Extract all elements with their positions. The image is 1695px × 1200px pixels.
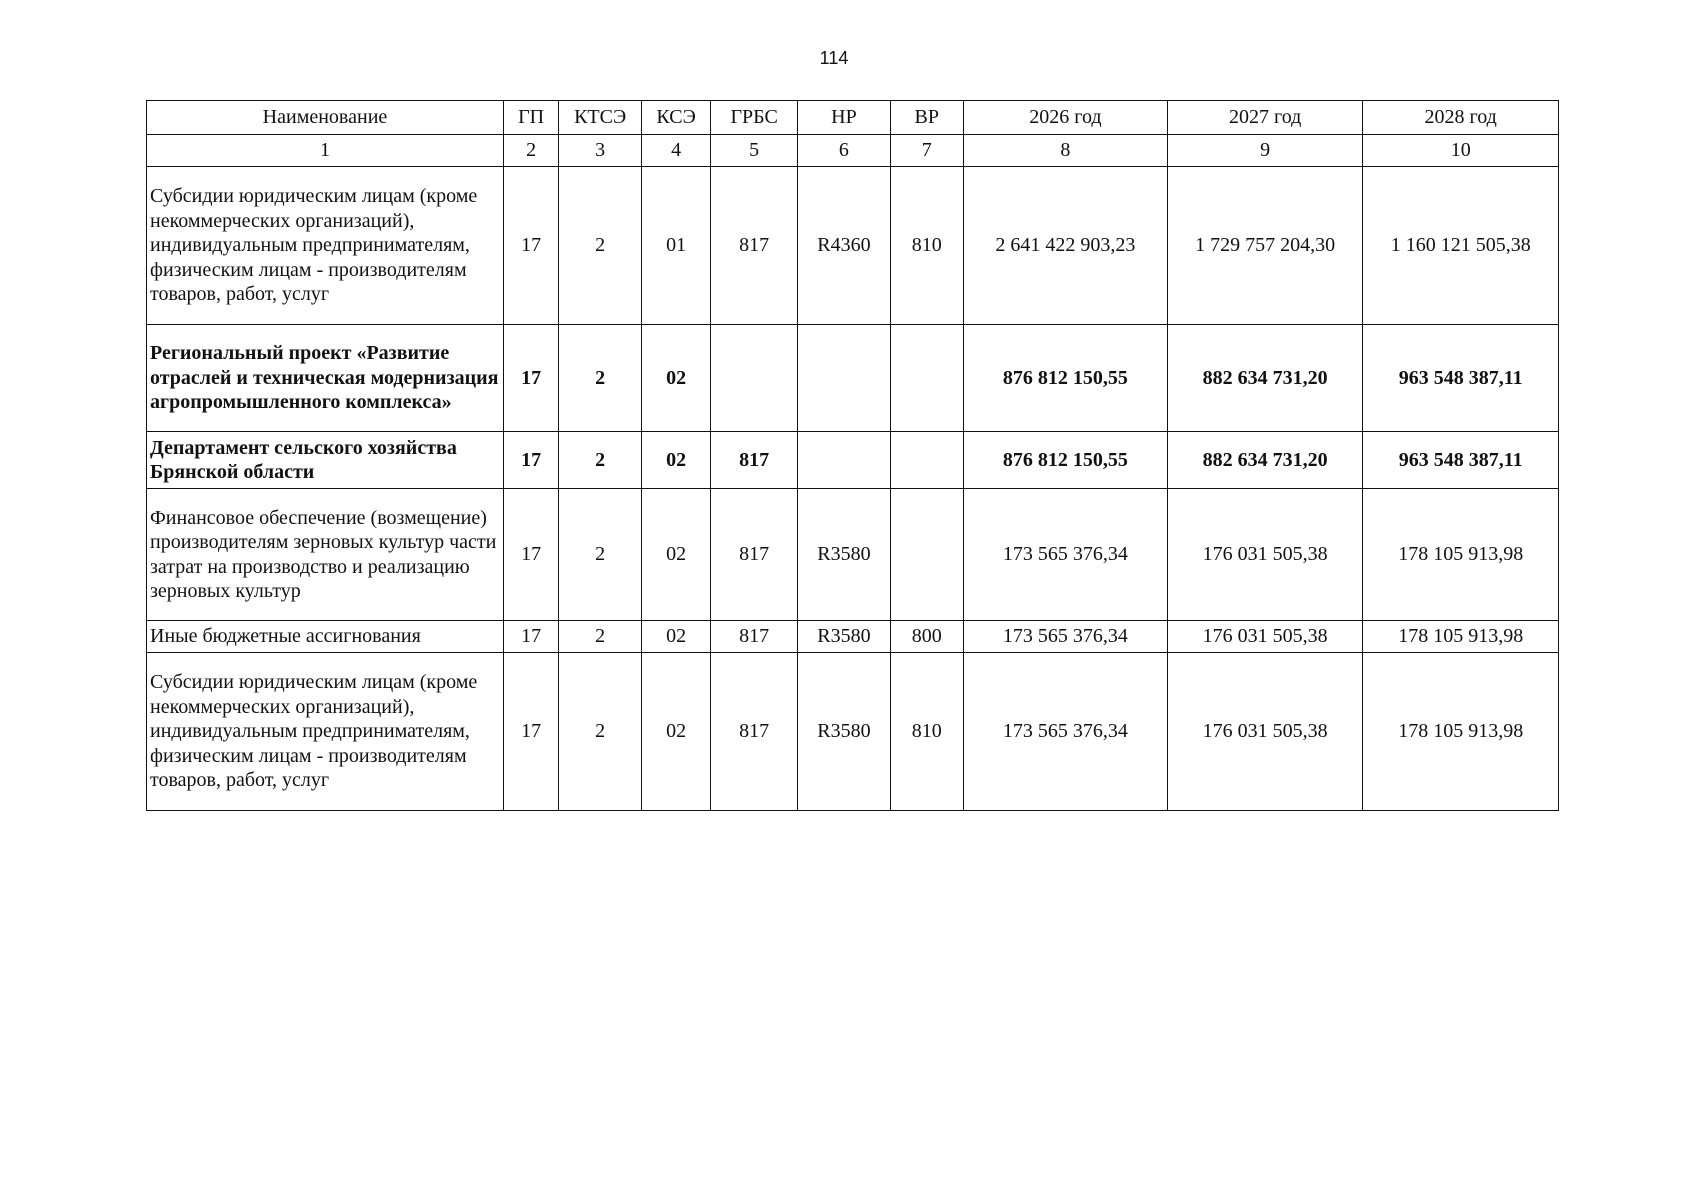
row-amount-2028: 178 105 913,98	[1363, 489, 1559, 621]
row-amount-2027: 176 031 505,38	[1167, 653, 1362, 811]
row-grbs: 817	[711, 489, 798, 621]
row-nr: R3580	[798, 653, 890, 811]
column-number-row	[147, 135, 1559, 167]
row-name: Департамент сельского хозяйства Брянской области	[147, 432, 504, 489]
row-nr	[798, 432, 890, 489]
row-name: Финансовое обеспечение (возмещение) производителям зерновых культур части затрат на производство и реализацию зерновых культур	[147, 489, 504, 621]
row-vr: 810	[890, 167, 963, 325]
row-nr: R4360	[798, 167, 890, 325]
row-gp: 17	[503, 653, 558, 811]
row-amount-2028: 178 105 913,98	[1363, 653, 1559, 811]
row-grbs: 817	[711, 432, 798, 489]
table-row	[147, 325, 1559, 432]
header-grbs: ГРБС	[711, 101, 798, 135]
row-grbs	[711, 325, 798, 432]
header-2028: 2028 год	[1363, 101, 1559, 135]
row-amount-2026: 876 812 150,55	[963, 432, 1167, 489]
header-kse: КСЭ	[642, 101, 711, 135]
row-amount-2028: 963 548 387,11	[1363, 432, 1559, 489]
column-number: 10	[1363, 135, 1559, 167]
row-kse: 02	[642, 432, 711, 489]
row-amount-2028: 963 548 387,11	[1363, 325, 1559, 432]
row-amount-2026: 173 565 376,34	[963, 653, 1167, 811]
row-name: Иные бюджетные ассигнования	[147, 621, 504, 653]
row-name: Региональный проект «Развитие отраслей и техническая модернизация агропромышленного комплекса»	[147, 325, 504, 432]
row-gp: 17	[503, 621, 558, 653]
row-amount-2027: 176 031 505,38	[1167, 621, 1362, 653]
table-row	[147, 621, 1559, 653]
row-ktse: 2	[559, 325, 642, 432]
column-number: 3	[559, 135, 642, 167]
row-amount-2026: 173 565 376,34	[963, 489, 1167, 621]
row-nr	[798, 325, 890, 432]
row-nr: R3580	[798, 489, 890, 621]
row-nr: R3580	[798, 621, 890, 653]
row-amount-2026: 173 565 376,34	[963, 621, 1167, 653]
row-vr: 810	[890, 653, 963, 811]
row-vr	[890, 325, 963, 432]
column-number: 9	[1167, 135, 1362, 167]
column-number: 7	[890, 135, 963, 167]
row-amount-2028: 1 160 121 505,38	[1363, 167, 1559, 325]
row-ktse: 2	[559, 621, 642, 653]
row-name: Субсидии юридическим лицам (кроме некоммерческих организаций), индивидуальным предпринимателям, физическим лицам - производителям товаров, работ, услуг	[147, 167, 504, 325]
header-2026: 2026 год	[963, 101, 1167, 135]
header-row	[147, 101, 1559, 135]
column-number: 4	[642, 135, 711, 167]
header-ktse: КТСЭ	[559, 101, 642, 135]
row-amount-2027: 176 031 505,38	[1167, 489, 1362, 621]
table-row	[147, 432, 1559, 489]
row-ktse: 2	[559, 432, 642, 489]
row-kse: 01	[642, 167, 711, 325]
column-number: 6	[798, 135, 890, 167]
row-ktse: 2	[559, 167, 642, 325]
row-grbs: 817	[711, 167, 798, 325]
row-amount-2026: 876 812 150,55	[963, 325, 1167, 432]
row-gp: 17	[503, 167, 558, 325]
row-ktse: 2	[559, 489, 642, 621]
page-number: 114	[819, 48, 849, 68]
budget-table	[146, 100, 1559, 811]
table-row	[147, 167, 1559, 325]
header-2027: 2027 год	[1167, 101, 1362, 135]
row-amount-2027: 882 634 731,20	[1167, 432, 1362, 489]
row-amount-2028: 178 105 913,98	[1363, 621, 1559, 653]
row-vr	[890, 432, 963, 489]
row-gp: 17	[503, 432, 558, 489]
column-number: 8	[963, 135, 1167, 167]
row-vr	[890, 489, 963, 621]
row-vr: 800	[890, 621, 963, 653]
table-row	[147, 653, 1559, 811]
header-gp: ГП	[503, 101, 558, 135]
row-amount-2027: 1 729 757 204,30	[1167, 167, 1362, 325]
header-nr: НР	[798, 101, 890, 135]
table-row	[147, 489, 1559, 621]
row-amount-2027: 882 634 731,20	[1167, 325, 1362, 432]
row-grbs: 817	[711, 653, 798, 811]
row-grbs: 817	[711, 621, 798, 653]
row-kse: 02	[642, 325, 711, 432]
row-ktse: 2	[559, 653, 642, 811]
row-name: Субсидии юридическим лицам (кроме некоммерческих организаций), индивидуальным предпринимателям, физическим лицам - производителям товаров, работ, услуг	[147, 653, 504, 811]
row-kse: 02	[642, 489, 711, 621]
row-amount-2026: 2 641 422 903,23	[963, 167, 1167, 325]
row-gp: 17	[503, 325, 558, 432]
row-kse: 02	[642, 653, 711, 811]
column-number: 5	[711, 135, 798, 167]
column-number: 1	[147, 135, 504, 167]
header-vr: ВР	[890, 101, 963, 135]
row-kse: 02	[642, 621, 711, 653]
row-gp: 17	[503, 489, 558, 621]
column-number: 2	[503, 135, 558, 167]
header-name: Наименование	[147, 101, 504, 135]
